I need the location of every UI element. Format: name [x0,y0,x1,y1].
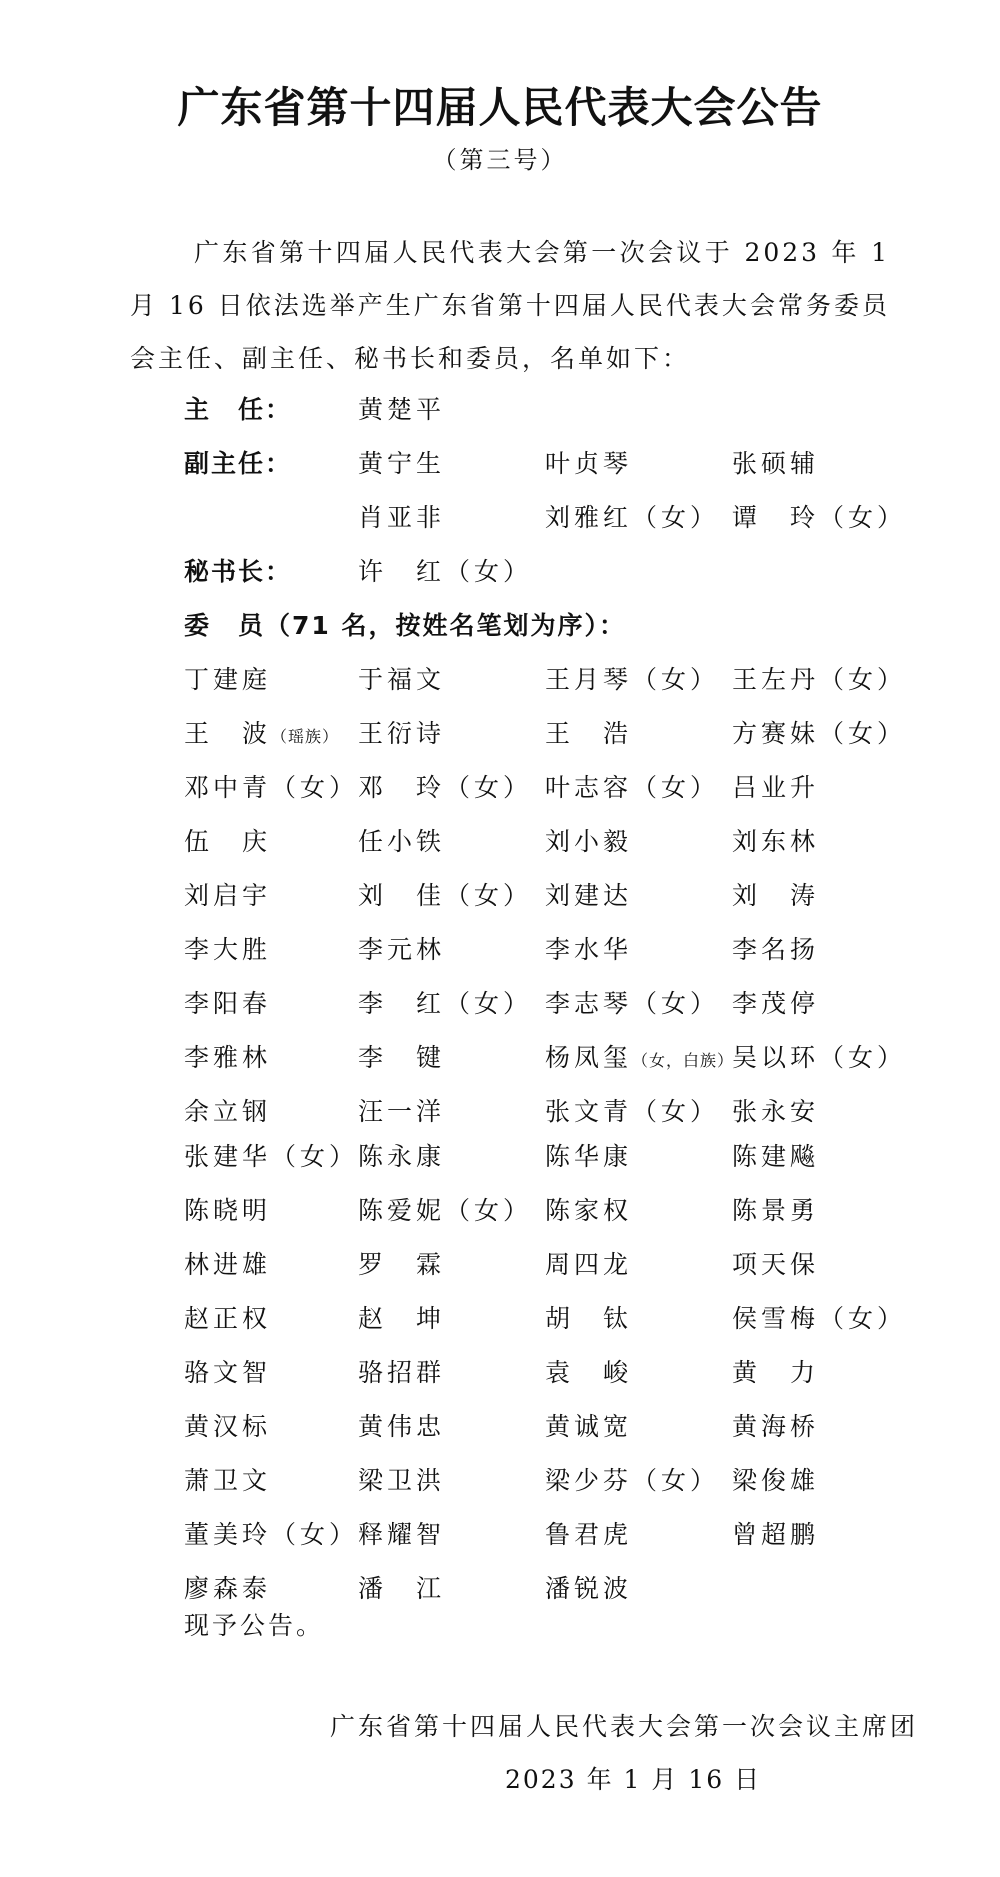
secretary-general-name: 许 红（女） [358,557,533,586]
member-name: 项天保 [732,1250,820,1279]
member-name: 赵正权 [184,1304,272,1333]
member-name: 方赛妹（女） [732,719,907,748]
member-name: 周四龙 [545,1250,633,1279]
member-name: 潘锐波 [545,1574,633,1603]
member-name: 王左丹（女） [732,665,907,694]
member-row [0,1515,1000,1555]
member-name: 邓中青（女） [184,773,359,802]
issuer-signature: 广东省第十四届人民代表大会第一次会议主席团 [329,1712,918,1741]
member-name: 李阳春 [184,989,272,1018]
member-name: 王月琴（女） [545,665,720,694]
member-row [0,1353,1000,1393]
member-row [0,1461,1000,1501]
member-row [0,984,1000,1024]
member-name: 刘 涛 [732,881,820,910]
issue-date: 2023 年 1 月 16 日 [505,1765,762,1794]
member-name: 陈华康 [545,1142,633,1171]
member-name: 李雅林 [184,1043,272,1072]
member-row [0,1092,1000,1132]
vice-director-row [0,444,1000,484]
member-row [0,714,1000,754]
intro-paragraph: 广东省第十四届人民代表大会第一次会议于 2023 年 1 月 16 日依法选举产生广东省第十四届人民代表大会常务委员会主任、副主任、秘书长和委员，名单如下： [130,238,890,373]
vice-director-name: 黄宁生 [358,449,446,478]
vice-director-name: 张硕辅 [732,449,820,478]
members-label: 委 员（71 名，按姓名笔划为序）： [184,611,626,640]
member-name: 黄 力 [732,1358,820,1387]
member-name: 吴以环（女） [732,1043,907,1072]
gender-ethnicity-note: （女，白族） [632,1051,735,1070]
member-name: 杨凤玺 [545,1043,633,1072]
closing-statement: 现予公告。 [184,1611,325,1640]
member-name: 陈晓明 [184,1196,272,1225]
member-name: 侯雪梅（女） [732,1304,907,1333]
member-name: 王 浩 [545,719,633,748]
member-name: 汪一洋 [358,1097,446,1126]
member-row [0,876,1000,916]
member-name: 萧卫文 [184,1466,272,1495]
member-name: 袁 峻 [545,1358,633,1387]
member-row [0,1137,1000,1177]
member-name: 梁少芬（女） [545,1466,720,1495]
member-row [0,1245,1000,1285]
member-name: 李水华 [545,935,633,964]
member-name: 李大胜 [184,935,272,964]
member-row [0,660,1000,700]
member-row [0,1038,1000,1078]
member-name: 林进雄 [184,1250,272,1279]
member-name-with-note [184,714,339,757]
member-name: 潘 江 [358,1574,446,1603]
member-name: 黄伟忠 [358,1412,446,1441]
member-name: 张文青（女） [545,1097,720,1126]
member-name: 骆文智 [184,1358,272,1387]
member-name: 廖森泰 [184,1574,272,1603]
member-row [0,822,1000,862]
member-name: 陈家权 [545,1196,633,1225]
member-name: 李志琴（女） [545,989,720,1018]
member-name: 陈爱妮（女） [358,1196,533,1225]
member-name: 刘小毅 [545,827,633,856]
member-row [0,1569,1000,1609]
director-name: 黄楚平 [358,395,446,424]
member-row [0,768,1000,808]
member-name: 梁俊雄 [732,1466,820,1495]
member-name: 刘东林 [732,827,820,856]
member-name: 余立钢 [184,1097,272,1126]
member-name: 刘启宇 [184,881,272,910]
member-name: 张建华（女） [184,1142,359,1171]
member-name: 王 波 [184,719,272,748]
vice-director-row [0,498,1000,538]
member-name: 刘 佳（女） [358,881,533,910]
member-row [0,930,1000,970]
member-name: 张永安 [732,1097,820,1126]
members-header-row [0,606,1000,646]
secretary-general-label: 秘书长： [184,557,293,586]
secretary-general-row [0,552,1000,592]
page-title: 广东省第十四届人民代表大会公告 [177,83,823,132]
member-name: 释耀智 [358,1520,446,1549]
member-name: 罗 霖 [358,1250,446,1279]
member-name: 骆招群 [358,1358,446,1387]
member-name: 陈永康 [358,1142,446,1171]
member-name: 王衍诗 [358,719,446,748]
member-row [0,1191,1000,1231]
vice-director-name: 刘雅红（女） [545,503,720,532]
announcement-number: （第三号） [432,146,568,174]
member-name: 李名扬 [732,935,820,964]
member-name-with-note [545,1038,734,1081]
member-row [0,1407,1000,1447]
ethnicity-note: （瑶族） [271,727,340,746]
vice-director-label: 副主任： [184,449,293,478]
member-name: 胡 钛 [545,1304,633,1333]
member-name: 任小铁 [358,827,446,856]
member-name: 黄汉标 [184,1412,272,1441]
member-name: 伍 庆 [184,827,272,856]
member-name: 陈景勇 [732,1196,820,1225]
member-name: 叶志容（女） [545,773,720,802]
member-name: 李 红（女） [358,989,533,1018]
member-name: 黄海桥 [732,1412,820,1441]
member-name: 赵 坤 [358,1304,446,1333]
director-row [0,390,1000,430]
vice-director-name: 叶贞琴 [545,449,633,478]
member-name: 曾超鹏 [732,1520,820,1549]
member-name: 李元林 [358,935,446,964]
member-name: 刘建达 [545,881,633,910]
member-name: 邓 玲（女） [358,773,533,802]
director-label: 主 任： [184,395,293,424]
member-name: 黄诚宽 [545,1412,633,1441]
vice-director-name: 谭 玲（女） [732,503,907,532]
member-name: 吕业升 [732,773,820,802]
member-name: 陈建飚 [732,1142,820,1171]
member-name: 李茂停 [732,989,820,1018]
member-name: 于福文 [358,665,446,694]
member-row [0,1299,1000,1339]
vice-director-name: 肖亚非 [358,503,446,532]
member-name: 梁卫洪 [358,1466,446,1495]
member-name: 丁建庭 [184,665,272,694]
member-name: 李 键 [358,1043,446,1072]
member-name: 鲁君虎 [545,1520,633,1549]
member-name: 董美玲（女） [184,1520,359,1549]
